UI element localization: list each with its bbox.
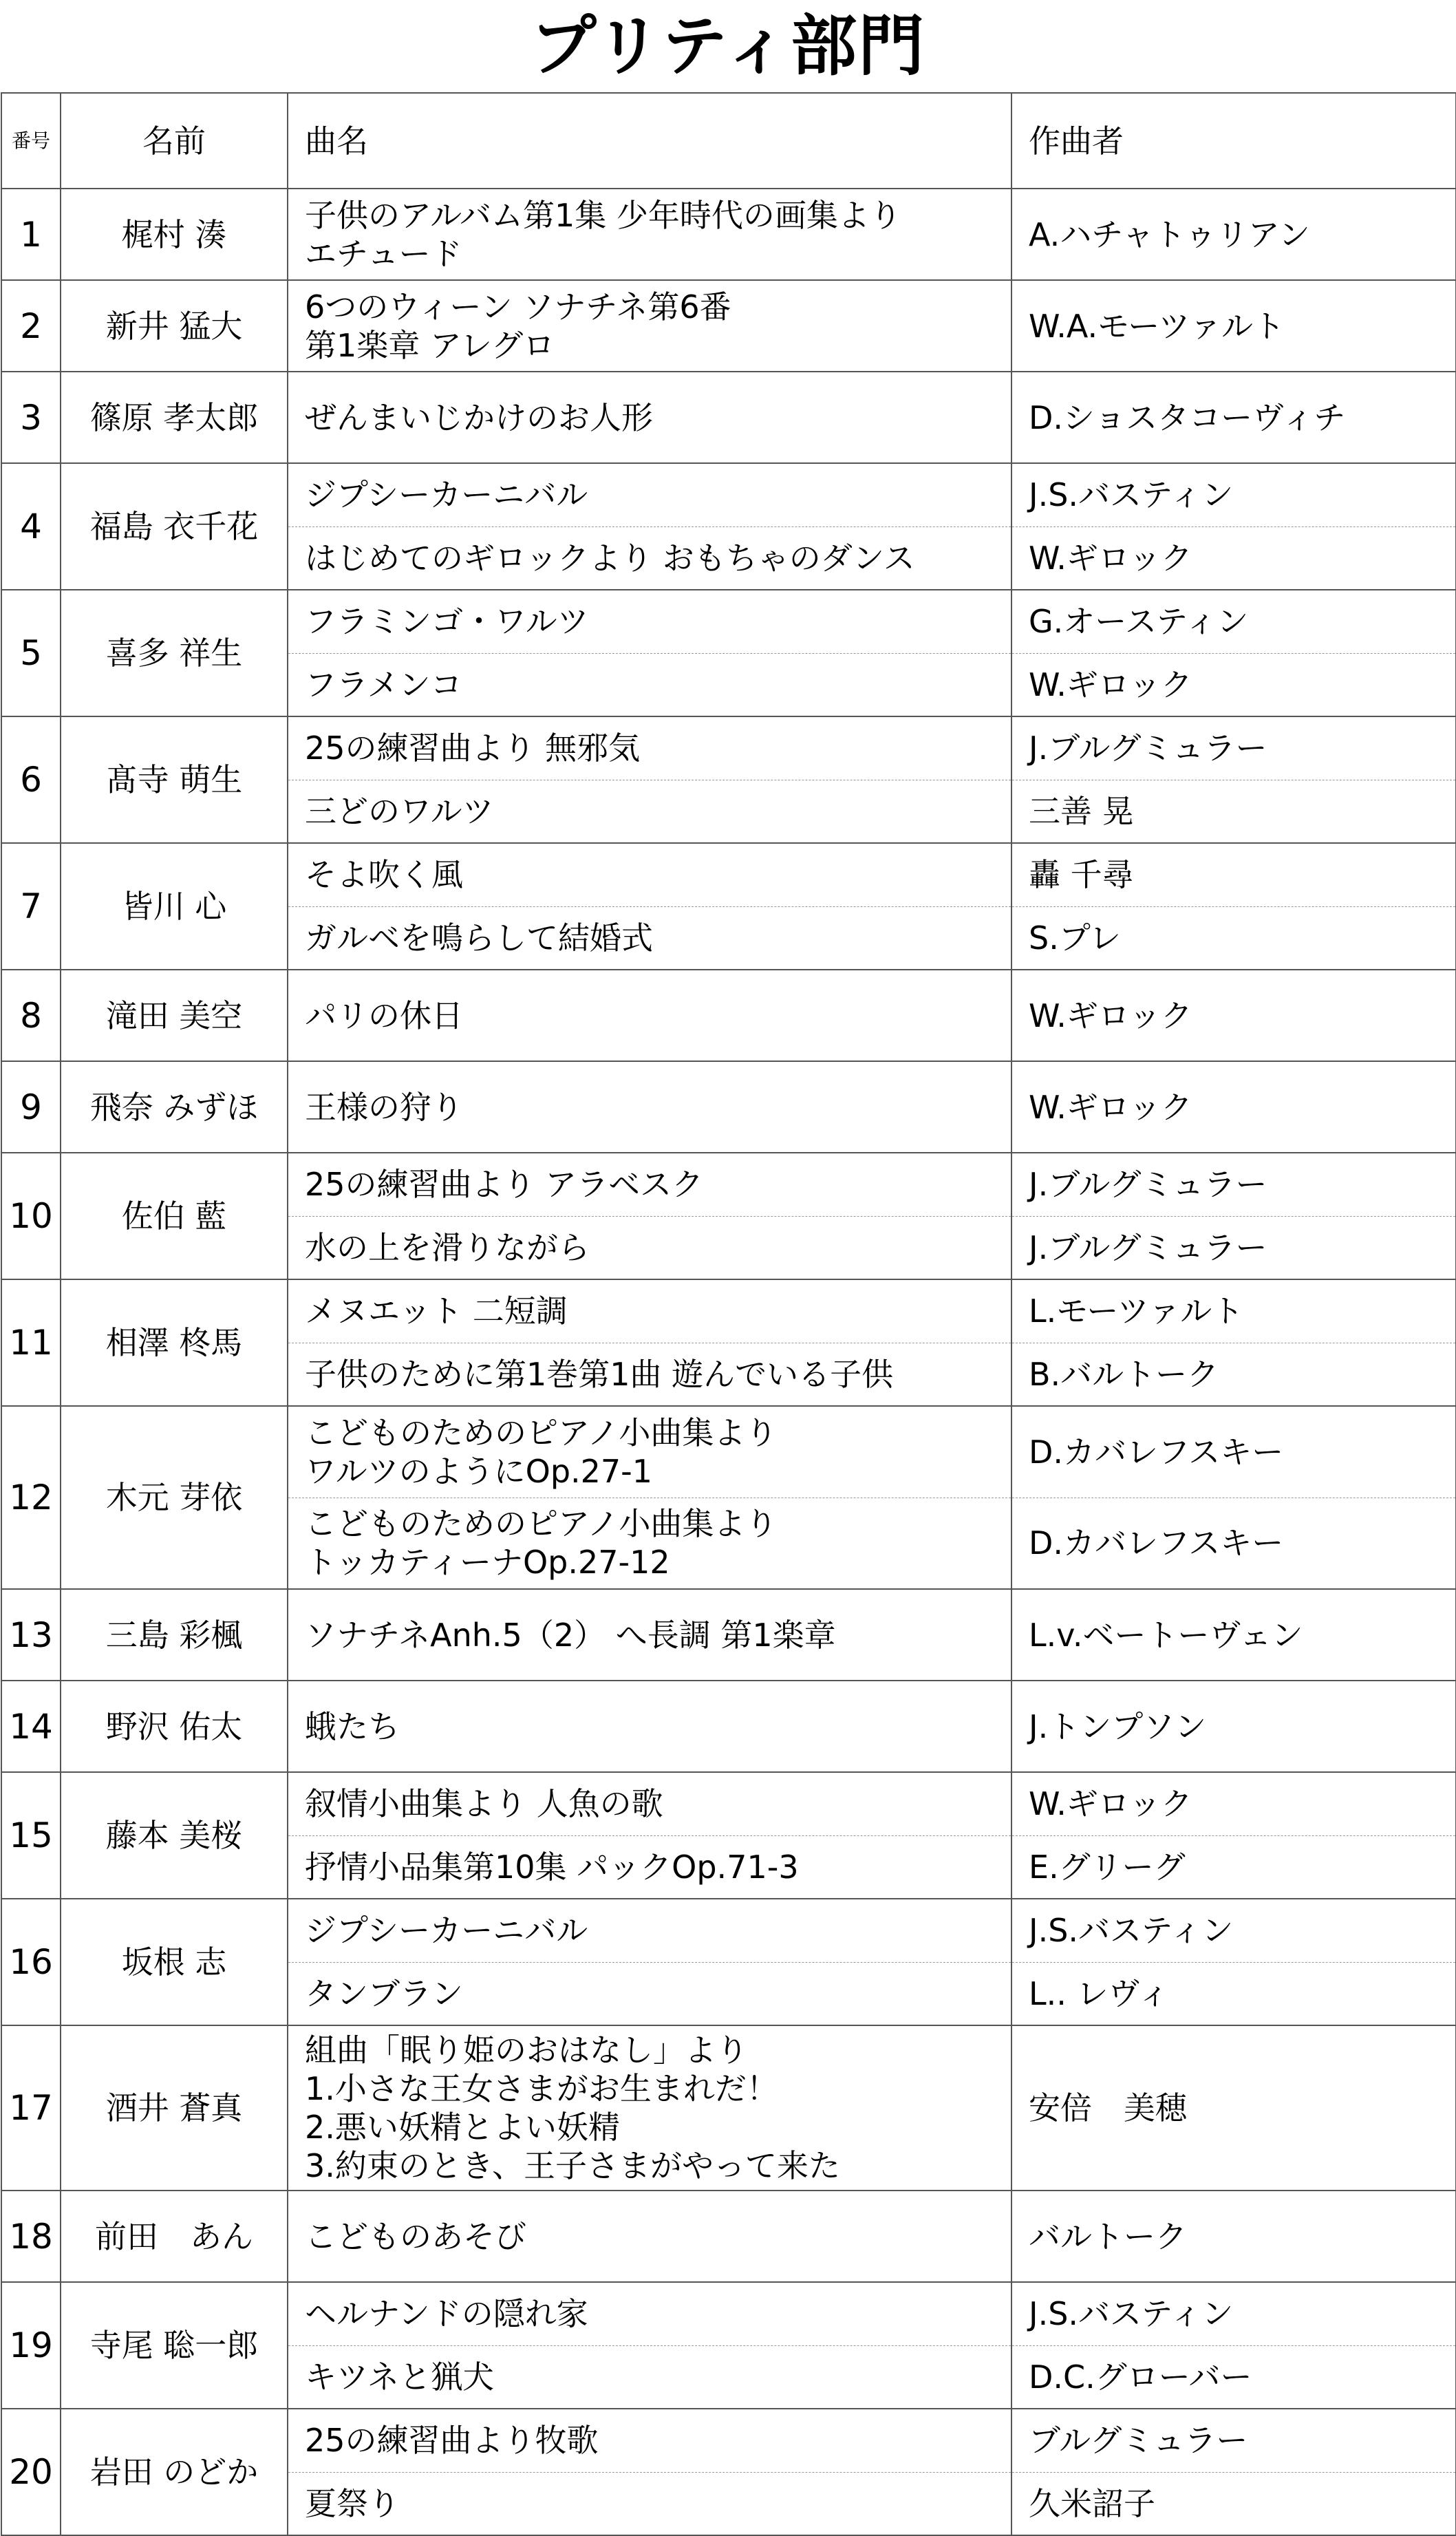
row-number: 15 [1, 1772, 61, 1899]
composer-name: W.A.モーツァルト [1011, 280, 1456, 372]
row-number: 13 [1, 1589, 61, 1681]
composer-name: 轟 千尋 [1011, 843, 1456, 906]
row-number: 3 [1, 372, 61, 463]
performer-name: 新井 猛大 [61, 280, 288, 372]
composer-name: B.バルトーク [1011, 1343, 1456, 1406]
table-row [1, 372, 1456, 463]
piece-title: ガルベを鳴らして結婚式 [288, 906, 1011, 970]
composer-name: G.オースティン [1011, 590, 1456, 653]
piece-title: 三どのワルツ [288, 780, 1011, 843]
piece-title: 夏祭り [288, 2472, 1011, 2535]
table-row [1, 843, 1456, 906]
performer-name: 皆川 心 [61, 843, 288, 970]
table-row [1, 1772, 1456, 1835]
row-number: 8 [1, 970, 61, 1061]
row-number: 19 [1, 2282, 61, 2409]
composer-name: J.ブルグミュラー [1011, 716, 1456, 780]
piece-title: ジプシーカーニバル [288, 463, 1011, 526]
performer-name: 坂根 志 [61, 1899, 288, 2025]
table-row [1, 970, 1456, 1061]
composer-name: W.ギロック [1011, 653, 1456, 716]
table-row [1, 2025, 1456, 2191]
piece-title: こどものためのピアノ小曲集より ワルツのようにOp.27-1 [288, 1406, 1011, 1498]
table-row [1, 2282, 1456, 2345]
row-number: 16 [1, 1899, 61, 2025]
composer-name: J.ブルグミュラー [1011, 1216, 1456, 1279]
performer-name: 相澤 柊馬 [61, 1279, 288, 1406]
composer-name: D.ショスタコーヴィチ [1011, 372, 1456, 463]
piece-title: 蛾たち [288, 1681, 1011, 1772]
row-number: 9 [1, 1061, 61, 1153]
piece-title: ジプシーカーニバル [288, 1899, 1011, 1962]
composer-name: W.ギロック [1011, 526, 1456, 590]
composer-name: J.S.バスティン [1011, 1899, 1456, 1962]
header-number: 番号 [1, 93, 61, 189]
performer-name: 髙寺 萌生 [61, 716, 288, 843]
composer-name: E.グリーグ [1011, 1835, 1456, 1899]
table-row [1, 2409, 1456, 2472]
piece-title: こどものためのピアノ小曲集より トッカティーナOp.27-12 [288, 1498, 1011, 1589]
table-body [1, 189, 1456, 2535]
table-row [1, 189, 1456, 280]
performer-name: 木元 芽依 [61, 1406, 288, 1589]
piece-title: ぜんまいじかけのお人形 [288, 372, 1011, 463]
piece-title: こどものあそび [288, 2191, 1011, 2282]
row-number: 10 [1, 1153, 61, 1279]
piece-title: 25の練習曲より 無邪気 [288, 716, 1011, 780]
table-header-row [1, 93, 1456, 189]
table-row [1, 1279, 1456, 1343]
composer-name: W.ギロック [1011, 1061, 1456, 1153]
row-number: 5 [1, 590, 61, 716]
row-number: 11 [1, 1279, 61, 1406]
performer-name: 寺尾 聡一郎 [61, 2282, 288, 2409]
composer-name: 久米詔子 [1011, 2472, 1456, 2535]
row-number: 7 [1, 843, 61, 970]
performer-name: 佐伯 藍 [61, 1153, 288, 1279]
piece-title: 王様の狩り [288, 1061, 1011, 1153]
performer-name: 篠原 孝太郎 [61, 372, 288, 463]
piece-title: キツネと猟犬 [288, 2345, 1011, 2409]
row-number: 1 [1, 189, 61, 280]
header-name: 名前 [61, 93, 288, 189]
row-number: 4 [1, 463, 61, 590]
header-piece: 曲名 [288, 93, 1011, 189]
table-row [1, 716, 1456, 780]
composer-name: J.ブルグミュラー [1011, 1153, 1456, 1216]
composer-name: W.ギロック [1011, 1772, 1456, 1835]
piece-title: 抒情小品集第10集 パックOp.71-3 [288, 1835, 1011, 1899]
composer-name: L.v.ベートーヴェン [1011, 1589, 1456, 1681]
row-number: 17 [1, 2025, 61, 2191]
table-row [1, 280, 1456, 372]
composer-name: J.S.バスティン [1011, 463, 1456, 526]
composer-name: W.ギロック [1011, 970, 1456, 1061]
composer-name: S.プレ [1011, 906, 1456, 970]
table-row [1, 1899, 1456, 1962]
row-number: 18 [1, 2191, 61, 2282]
table-row [1, 1589, 1456, 1681]
composer-name: D.C.グローバー [1011, 2345, 1456, 2409]
header-composer: 作曲者 [1011, 93, 1456, 189]
table-row [1, 1406, 1456, 1498]
program-table [1, 92, 1456, 2536]
page-title: プリティ部門 [530, 8, 926, 85]
table-row [1, 463, 1456, 526]
composer-name: L.モーツァルト [1011, 1279, 1456, 1343]
performer-name: 藤本 美桜 [61, 1772, 288, 1899]
table-row [1, 2191, 1456, 2282]
composer-name: ブルグミュラー [1011, 2409, 1456, 2472]
composer-name: L.. レヴィ [1011, 1962, 1456, 2025]
performer-name: 酒井 蒼真 [61, 2025, 288, 2191]
performer-name: 前田 あん [61, 2191, 288, 2282]
row-number: 20 [1, 2409, 61, 2535]
composer-name: A.ハチャトゥリアン [1011, 189, 1456, 280]
row-number: 12 [1, 1406, 61, 1589]
composer-name: D.カバレフスキー [1011, 1406, 1456, 1498]
piece-title: ヘルナンドの隠れ家 [288, 2282, 1011, 2345]
table-row [1, 590, 1456, 653]
piece-title: 子供のために第1巻第1曲 遊んでいる子供 [288, 1343, 1011, 1406]
piece-title: パリの休日 [288, 970, 1011, 1061]
composer-name: 三善 晃 [1011, 780, 1456, 843]
piece-title: 25の練習曲より アラベスク [288, 1153, 1011, 1216]
table-row [1, 1681, 1456, 1772]
performer-name: 梶村 湊 [61, 189, 288, 280]
performer-name: 滝田 美空 [61, 970, 288, 1061]
performer-name: 福島 衣千花 [61, 463, 288, 590]
table-row [1, 1061, 1456, 1153]
performer-name: 飛奈 みずほ [61, 1061, 288, 1153]
piece-title: そよ吹く風 [288, 843, 1011, 906]
performer-name: 岩田 のどか [61, 2409, 288, 2535]
piece-title: フラミンゴ・ワルツ [288, 590, 1011, 653]
piece-title: フラメンコ [288, 653, 1011, 716]
piece-title: 組曲「眠り姫のおはなし」より 1.小さな王女さまがお生まれだ！ 2.悪い妖精とよい妖精 3.約束のとき、王子さまがやって来た [288, 2025, 1011, 2191]
piece-title: 水の上を滑りながら [288, 1216, 1011, 1279]
row-number: 2 [1, 280, 61, 372]
composer-name: 安倍 美穂 [1011, 2025, 1456, 2191]
piece-title: 6つのウィーン ソナチネ第6番 第1楽章 アレグロ [288, 280, 1011, 372]
row-number: 6 [1, 716, 61, 843]
table-row [1, 1153, 1456, 1216]
row-number: 14 [1, 1681, 61, 1772]
piece-title: タンブラン [288, 1962, 1011, 2025]
performer-name: 三島 彩楓 [61, 1589, 288, 1681]
piece-title: メヌエット 二短調 [288, 1279, 1011, 1343]
performer-name: 野沢 佑太 [61, 1681, 288, 1772]
piece-title: 子供のアルバム第1集 少年時代の画集より エチュード [288, 189, 1011, 280]
composer-name: D.カバレフスキー [1011, 1498, 1456, 1589]
composer-name: J.トンプソン [1011, 1681, 1456, 1772]
performer-name: 喜多 祥生 [61, 590, 288, 716]
piece-title: ソナチネAnh.5（2） へ長調 第1楽章 [288, 1589, 1011, 1681]
composer-name: バルトーク [1011, 2191, 1456, 2282]
piece-title: 叙情小曲集より 人魚の歌 [288, 1772, 1011, 1835]
composer-name: J.S.バスティン [1011, 2282, 1456, 2345]
piece-title: はじめてのギロックより おもちゃのダンス [288, 526, 1011, 590]
piece-title: 25の練習曲より牧歌 [288, 2409, 1011, 2472]
